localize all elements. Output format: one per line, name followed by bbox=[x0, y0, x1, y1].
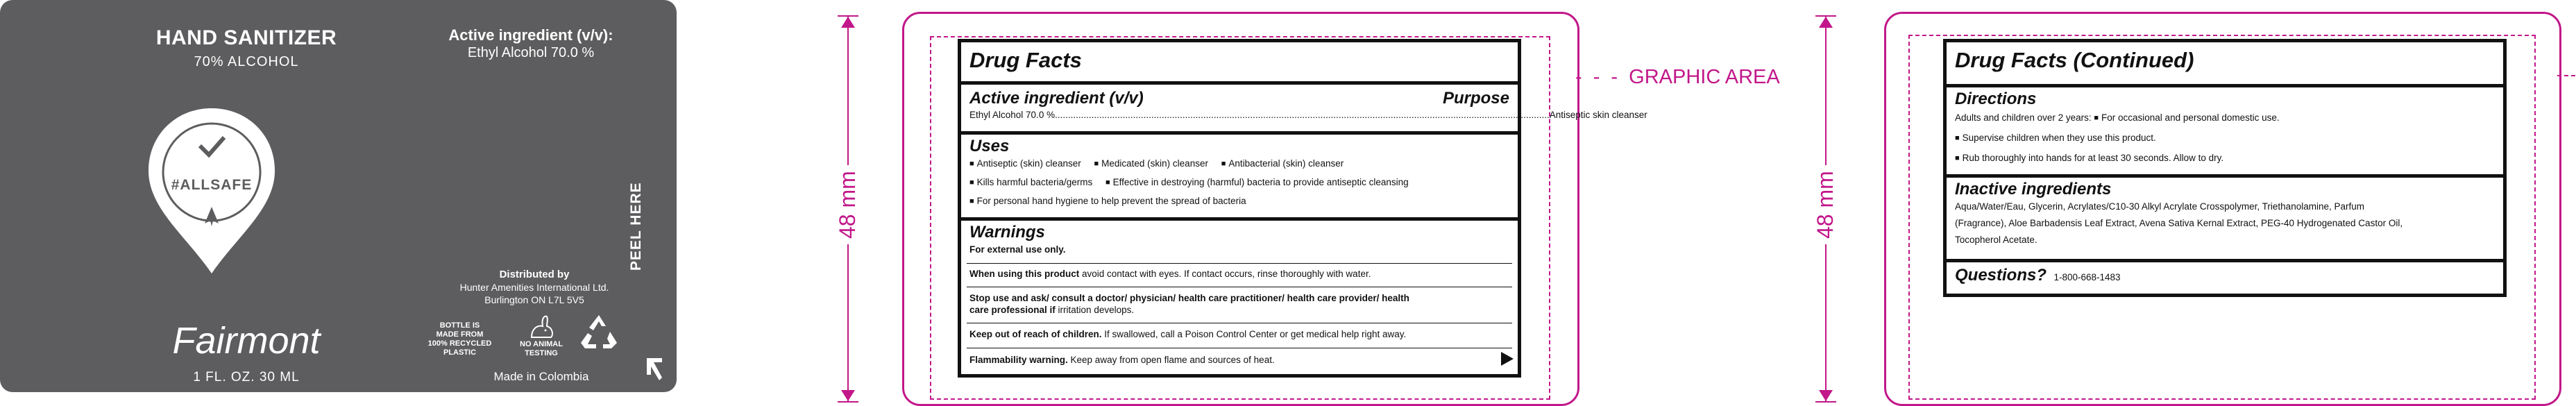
drug-facts-cont-title bbox=[1947, 48, 2503, 73]
active-ingredient-section: Active ingredient (v/v) Purpose Ethyl Alcohol 70.0 % .............................................................................................................................................................................................. Antiseptic skin cleanser bbox=[969, 89, 1647, 120]
height-dimension-1 bbox=[835, 15, 863, 404]
keep-out-bold: Keep out of reach of children. bbox=[969, 329, 1102, 339]
use-item: ■ Effective in destroying (harmful) bacteria to provide antiseptic cleansing bbox=[1105, 177, 1409, 187]
stop-use-text: irritation develops. bbox=[1055, 305, 1135, 315]
drug-facts-heading: Drug Facts bbox=[969, 48, 1082, 72]
active-ingredient-heading: Active ingredient (v/v) bbox=[969, 89, 1144, 108]
direction-item: ■ Supervise children when they use this product. bbox=[1955, 133, 2156, 143]
no-animal-line-1: NO ANIMAL bbox=[520, 340, 563, 348]
flammability-warning bbox=[961, 354, 1518, 366]
continue-arrow-icon bbox=[1501, 352, 1514, 366]
keep-out-text: If swallowed, call a Poison Control Center or get medical help right away. bbox=[1101, 329, 1407, 339]
graphic-area-tick bbox=[2557, 75, 2575, 76]
inactive-line-2: (Fragrance), Aloe Barbadensis Leaf Extract, Avena Sativa Kernal Extract, PEG-40 Hydrogenated Castor Oil, bbox=[1955, 218, 2403, 228]
recycled-note-line-1: BOTTLE IS bbox=[439, 321, 480, 330]
use-item: ■ Kills harmful bacteria/germs bbox=[969, 177, 1092, 187]
distributor-block bbox=[423, 268, 645, 306]
recycle-icon bbox=[578, 312, 620, 353]
distributed-label: Distributed by bbox=[499, 269, 570, 280]
phone-number[interactable]: 1-800-668-1483 bbox=[2053, 272, 2121, 282]
flammability-text: Keep away from open flame and sources of heat. bbox=[1067, 355, 1275, 365]
height-label-1: 48 mm bbox=[835, 165, 861, 244]
brand-logo: Fairmont bbox=[172, 320, 321, 362]
uses-heading: Uses bbox=[969, 137, 1010, 155]
bunny-icon bbox=[526, 314, 557, 340]
direction-item: ■ For occasional and personal domestic use. bbox=[2094, 112, 2279, 123]
inactive-line-3: Tocopherol Acetate. bbox=[1955, 235, 2037, 245]
use-item: ■ Antiseptic (skin) cleanser bbox=[969, 158, 1081, 169]
recycled-note-line-4: PLASTIC bbox=[443, 348, 477, 357]
distributor-name: Hunter Amenities International Ltd. bbox=[459, 282, 609, 293]
warnings-heading: Warnings bbox=[969, 223, 1045, 242]
peel-here[interactable]: PEEL HERE bbox=[628, 182, 644, 271]
made-in: Made in Colombia bbox=[493, 370, 589, 383]
distributor-address: Burlington ON L7L 5V5 bbox=[484, 294, 584, 305]
inactive-section bbox=[1947, 180, 2503, 246]
external-use: For external use only. bbox=[969, 244, 1066, 255]
recycled-note bbox=[416, 321, 503, 357]
warnings-section bbox=[961, 223, 1518, 255]
use-item: ■ For personal hand hygiene to help prevent the spread of bacteria bbox=[969, 196, 1246, 206]
when-using-warning bbox=[961, 268, 1518, 280]
peel-arrow-icon bbox=[644, 355, 665, 384]
directions-heading: Directions bbox=[1955, 90, 2037, 108]
active-purpose: Antiseptic skin cleanser bbox=[1549, 110, 1647, 120]
use-item: ■ Antibacterial (skin) cleanser bbox=[1221, 158, 1344, 169]
stop-use-bold-2: care professional if bbox=[969, 305, 1056, 315]
volume: 1 FL. OZ. 30 ML bbox=[193, 370, 300, 384]
questions-section bbox=[1947, 266, 2503, 285]
drug-facts-title bbox=[961, 48, 1518, 73]
height-label-2: 48 mm bbox=[1813, 165, 1838, 244]
flammability-bold: Flammability warning. bbox=[969, 355, 1068, 365]
active-ingredient-value: Ethyl Alcohol 70.0 % bbox=[467, 45, 595, 60]
when-using-bold: When using this product bbox=[969, 269, 1080, 279]
inactive-heading: Inactive ingredients bbox=[1955, 180, 2112, 198]
active-ingredient-line: Ethyl Alcohol 70.0 % bbox=[969, 110, 1056, 120]
when-using-text: avoid contact with eyes. If contact occurs, rinse thoroughly with water. bbox=[1079, 269, 1371, 279]
graphic-area-label: GRAPHIC AREA bbox=[1629, 66, 1780, 88]
graphic-area-callout: - - - GRAPHIC AREA bbox=[1575, 66, 1780, 88]
inactive-line-1: Aqua/Water/Eau, Glycerin, Acrylates/C10-30 Alkyl Acrylate Crosspolymer, Triethanolamine, Parfum bbox=[1955, 201, 2364, 212]
stop-use-warning bbox=[961, 292, 1518, 316]
no-animal-testing bbox=[507, 340, 576, 358]
stop-use-bold: Stop use and ask/ consult a doctor/ physician/ health care practitioner/ health care provider/ health bbox=[969, 293, 1409, 303]
height-dimension-2 bbox=[1813, 15, 1840, 404]
product-subtitle: 70% ALCOHOL bbox=[194, 54, 299, 69]
no-animal-line-2: TESTING bbox=[525, 349, 558, 357]
questions-heading: Questions? bbox=[1955, 266, 2047, 285]
drug-facts-box bbox=[958, 39, 1647, 378]
allsafe-badge-text: #ALLSAFE bbox=[171, 177, 253, 193]
use-item: ■ Medicated (skin) cleanser bbox=[1094, 158, 1208, 169]
keep-out-warning bbox=[961, 328, 1518, 340]
recycled-note-line-2: MADE FROM bbox=[436, 330, 484, 339]
uses-section bbox=[961, 137, 1518, 208]
direction-item: ■ Rub thoroughly into hands for at least 30 seconds. Allow to dry. bbox=[1955, 153, 2223, 163]
directions-section bbox=[1947, 90, 2503, 165]
directions-age: Adults and children over 2 years: bbox=[1955, 112, 2094, 123]
drug-facts-cont-heading: Drug Facts (Continued) bbox=[1955, 48, 2194, 72]
recycled-note-line-3: 100% RECYCLED bbox=[427, 339, 492, 348]
product-title: HAND SANITIZER bbox=[155, 26, 337, 49]
purpose-heading: Purpose bbox=[1442, 89, 1509, 108]
drug-facts-cont-box bbox=[1943, 39, 2507, 297]
front-label bbox=[0, 0, 677, 392]
active-ingredient-label: Active ingredient (v/v): bbox=[448, 26, 613, 44]
